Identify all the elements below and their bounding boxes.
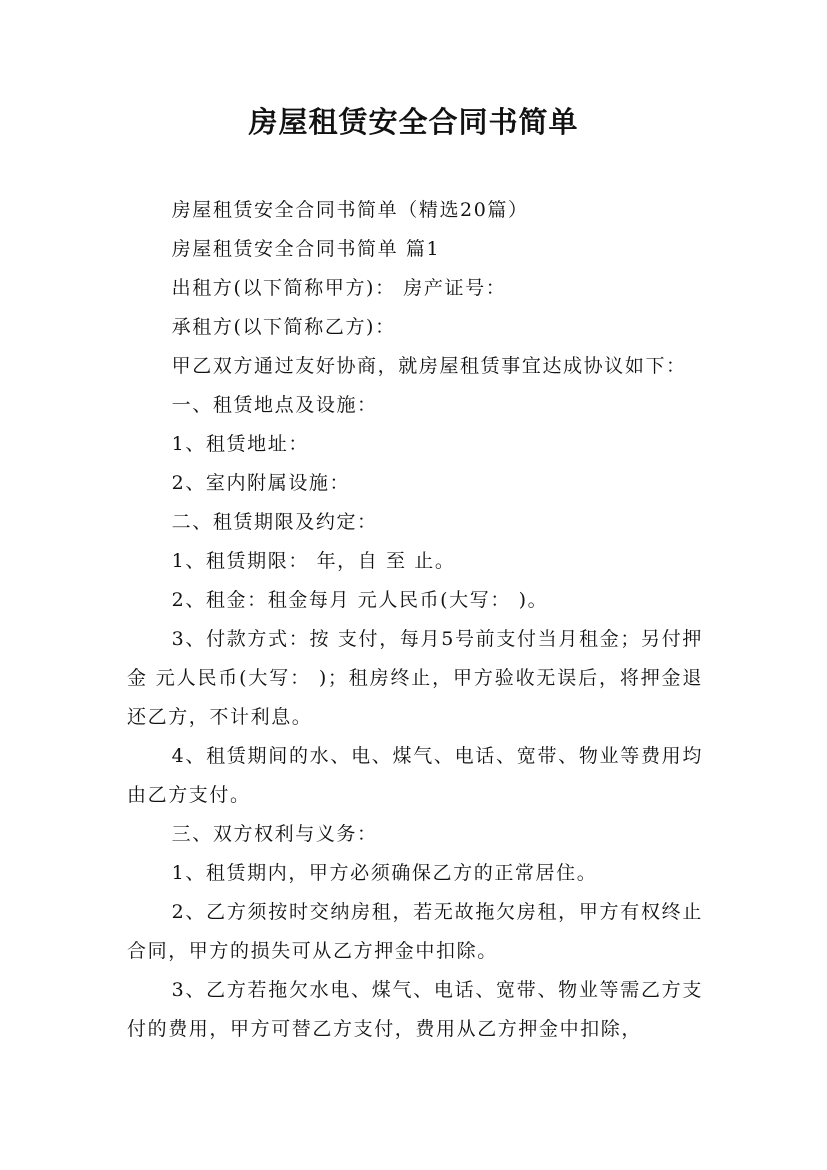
paragraph: 3、付款方式：按 支付，每月5号前支付当月租金；另付押金 元人民币(大写： )；租房终止，甲方验收无误后，将押金退还乙方，不计利息。	[127, 628, 703, 728]
document-title: 房屋租赁安全合同书简单	[248, 105, 579, 139]
paragraph: 1、租赁期限： 年，自 至 止。	[171, 550, 456, 572]
paragraph: 出租方(以下简称甲方)： 房产证号：	[171, 277, 507, 299]
paragraph: 房屋租赁安全合同书简单 篇1	[171, 238, 441, 260]
paragraph: 承租方(以下简称乙方)：	[171, 316, 396, 338]
paragraph: 1、租赁地址：	[171, 433, 309, 455]
paragraph: 三、双方权利与义务：	[171, 823, 378, 845]
paragraph: 1、租赁期内，甲方必须确保乙方的正常居住。	[171, 862, 598, 884]
paragraph: 2、租金：租金每月 元人民币(大写： )。	[171, 589, 549, 611]
paragraph: 二、租赁期限及约定：	[171, 511, 378, 533]
paragraph: 房屋租赁安全合同书简单（精选20篇）	[171, 199, 529, 221]
paragraph: 3、乙方若拖欠水电、煤气、电话、宽带、物业等需乙方支付的费用，甲方可替乙方支付，费用从乙方押金中扣除，	[127, 979, 703, 1040]
paragraph: 甲乙双方通过友好协商，就房屋租赁事宜达成协议如下：	[171, 355, 687, 377]
paragraph: 2、乙方须按时交纳房租，若无故拖欠房租，甲方有权终止合同，甲方的损失可从乙方押金中扣除。	[127, 901, 703, 962]
paragraph: 2、室内附属设施：	[171, 472, 351, 494]
paragraph: 一、租赁地点及设施：	[171, 394, 378, 416]
document-body	[127, 191, 703, 1049]
paragraph: 4、租赁期间的水、电、煤气、电话、宽带、物业等费用均由乙方支付。	[127, 745, 703, 806]
